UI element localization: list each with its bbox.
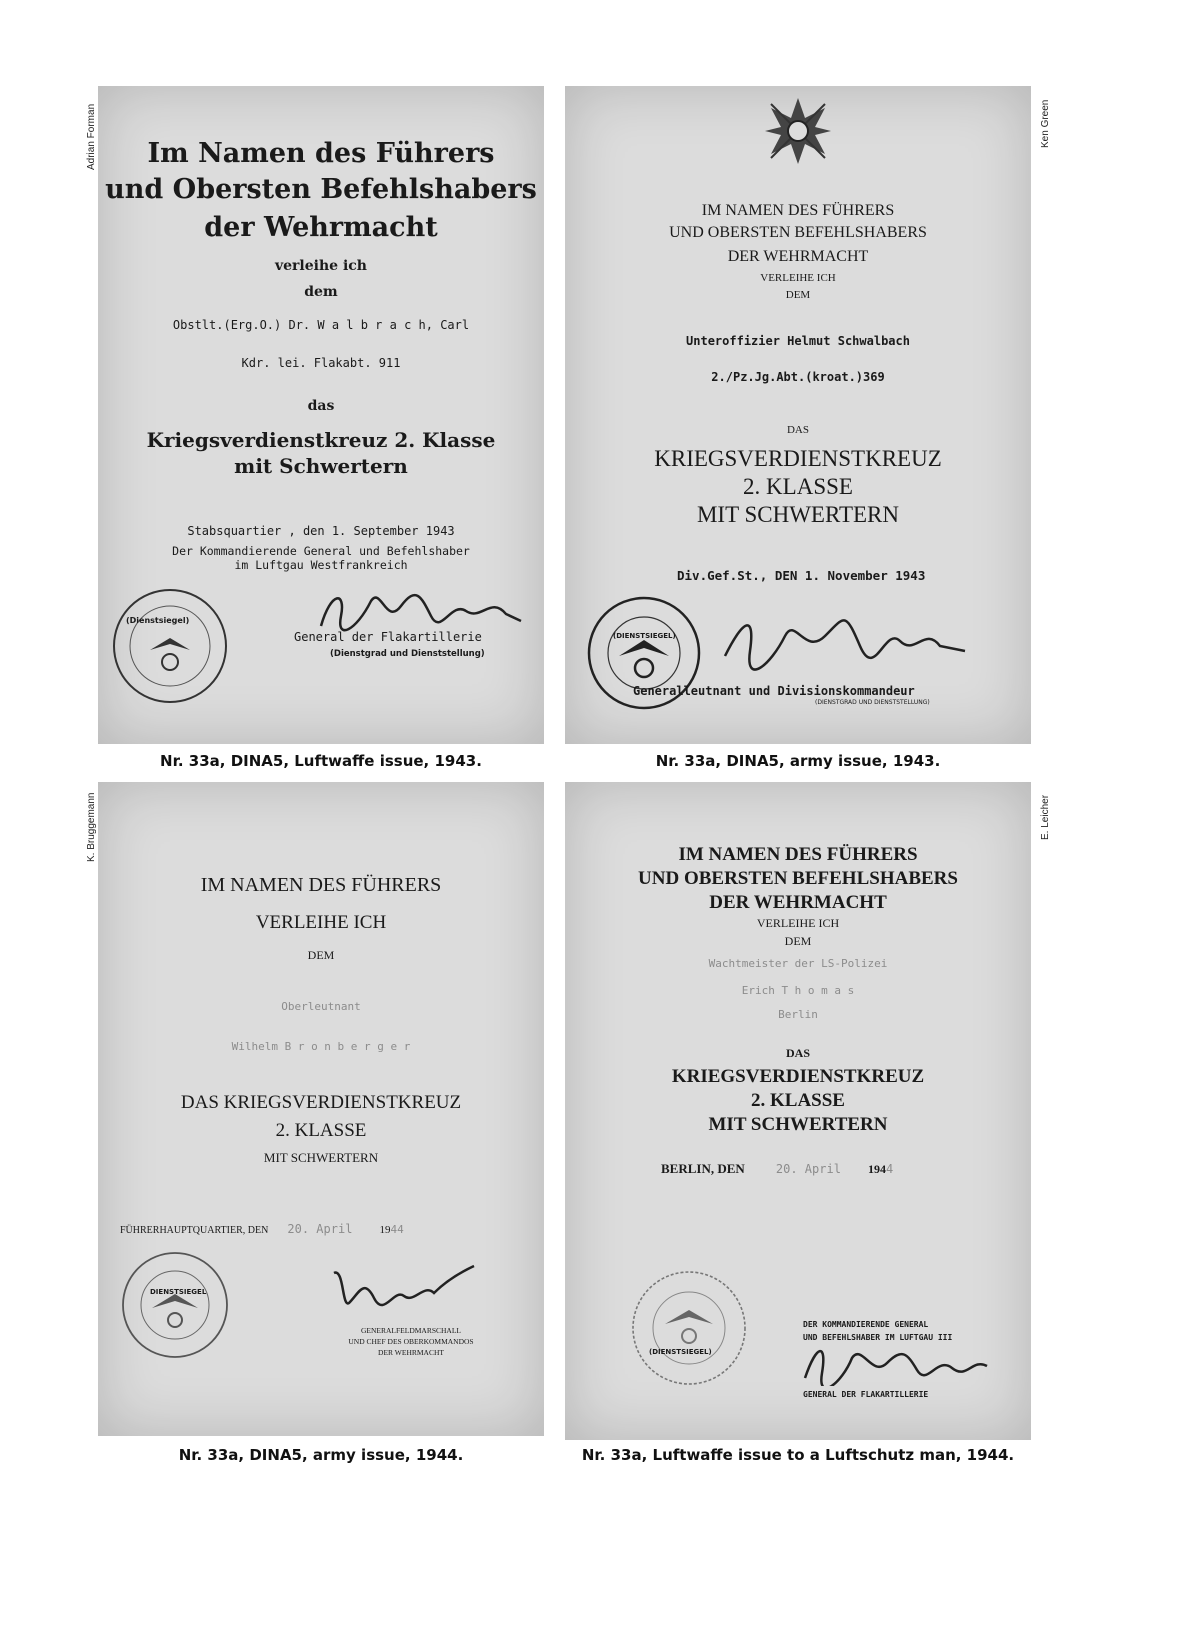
recipient-unit: 2./Pz.Jg.Abt.(kroat.)369 xyxy=(711,370,885,384)
official-seal xyxy=(120,1250,230,1360)
signature xyxy=(324,1258,484,1318)
dem-line: dem xyxy=(304,284,338,300)
signer-title: UND CHEF DES OBERKOMMANDOS xyxy=(348,1337,474,1346)
place-date-row xyxy=(661,1158,893,1177)
recipient-rank: Wachtmeister der LS-Polizei xyxy=(708,957,888,970)
award-line: KRIEGSVERDIENSTKREUZ xyxy=(654,446,942,471)
issuer-line: UND BEFEHLSHABER IM LUFTGAU III xyxy=(803,1333,953,1342)
heading-line: Im Namen des Führers xyxy=(147,138,495,169)
das-line: DAS xyxy=(786,424,809,436)
award-line: MIT SCHWERTERN xyxy=(708,1114,888,1135)
photo-credit: E. Leicher xyxy=(1040,794,1051,840)
seal-label: (Dienstsiegel) xyxy=(126,616,190,625)
place-label: FÜHRERHAUPTQUARTIER, DEN xyxy=(120,1225,269,1236)
caption: Nr. 33a, DINA5, army issue, 1944. xyxy=(178,1446,464,1464)
year-suffix: 44 xyxy=(390,1223,404,1236)
signer-rank-note: (Dienstgrad und Dienststellung) xyxy=(330,649,485,659)
war-merit-cross-icon xyxy=(761,94,835,168)
document-luftschutz-1944 xyxy=(565,782,1031,1440)
das-line: DAS xyxy=(785,1046,810,1060)
place-label: BERLIN, DEN xyxy=(661,1161,745,1176)
signer-rank: General der Flakartillerie xyxy=(294,630,482,644)
recipient-name: Wilhelm B r o n b e r g e r xyxy=(231,1040,411,1053)
verleihe-line: VERLEIHE ICH xyxy=(255,912,387,933)
award-line: Kriegsverdienstkreuz 2. Klasse xyxy=(146,428,496,452)
heading-line: und Obersten Befehlshabers xyxy=(105,174,537,205)
dem-line: DEM xyxy=(784,934,812,948)
verleihe-line: VERLEIHE ICH xyxy=(760,272,836,284)
heading-line: der Wehrmacht xyxy=(204,212,438,243)
caption: Nr. 33a, DINA5, army issue, 1943. xyxy=(655,752,941,770)
heading-line: IM NAMEN DES FÜHRERS xyxy=(200,874,442,896)
year-suffix: 4 xyxy=(886,1162,894,1176)
heading-line: DER WEHRMACHT xyxy=(727,248,869,265)
verleihe-line: verleihe ich xyxy=(275,258,367,274)
heading-line: UND OBERSTEN BEFEHLSHABERS xyxy=(669,224,927,241)
dem-line: DEM xyxy=(785,289,811,301)
signer-rank: Generalleutnant und Divisionskommandeur xyxy=(633,684,915,698)
caption: Nr. 33a, Luftwaffe issue to a Luftschutz man, 1944. xyxy=(581,1446,1015,1464)
year-prefix: 194 xyxy=(868,1162,887,1176)
recipient-name: Erich T h o m a s xyxy=(741,984,855,997)
document-army-1944 xyxy=(98,782,544,1436)
award-line: KRIEGSVERDIENSTKREUZ xyxy=(671,1066,925,1087)
photo-credit: Ken Green xyxy=(1040,99,1051,148)
award-line: MIT SCHWERTERN xyxy=(696,502,899,527)
document-luftwaffe-1943 xyxy=(98,86,544,744)
signer-rank-note: (DIENSTGRAD UND DIENSTSTELLUNG) xyxy=(815,699,930,706)
place-date-row xyxy=(120,1218,404,1237)
award-line: mit Schwertern xyxy=(234,454,408,478)
recipient-city: Berlin xyxy=(778,1008,818,1021)
signer-title: DER WEHRMACHT xyxy=(378,1348,444,1357)
issuer-line: Der Kommandierende General und Befehlshaber xyxy=(172,544,470,558)
award-date: 20. April xyxy=(775,1162,841,1176)
signature xyxy=(797,1338,997,1386)
seal-label: DIENSTSIEGEL xyxy=(150,1288,207,1296)
seal-label: (DIENSTSIEGEL) xyxy=(649,1348,712,1356)
recipient-rank: Oberleutnant xyxy=(281,1000,361,1013)
award-date: 20. April xyxy=(287,1222,353,1236)
photo-credit: Adrian Forman xyxy=(86,103,97,170)
official-seal xyxy=(110,586,230,706)
caption: Nr. 33a, DINA5, Luftwaffe issue, 1943. xyxy=(160,752,482,770)
heading-line: IM NAMEN DES FÜHRERS xyxy=(701,202,895,219)
year-prefix: 19 xyxy=(379,1224,391,1236)
award-line: DAS KRIEGSVERDIENSTKREUZ xyxy=(180,1092,462,1113)
official-seal xyxy=(629,1268,749,1388)
signature xyxy=(316,586,526,636)
award-line: 2. KLASSE xyxy=(743,474,853,499)
heading-line: UND OBERSTEN BEFEHLSHABERS xyxy=(638,868,958,889)
place-date: Div.Gef.St., DEN 1. November 1943 xyxy=(677,568,926,583)
heading-line: DER WEHRMACHT xyxy=(709,892,887,913)
issuer-line: im Luftgau Westfrankreich xyxy=(234,558,408,572)
place-date: Stabsquartier , den 1. September 1943 xyxy=(187,524,455,538)
dem-line: DEM xyxy=(307,948,335,962)
award-line: 2. KLASSE xyxy=(751,1090,845,1111)
award-line: MIT SCHWERTERN xyxy=(263,1150,379,1165)
recipient-name: Obstlt.(Erg.O.) Dr. W a l b r a c h, Carl xyxy=(172,318,470,332)
photo-credit: K. Bruggemann xyxy=(86,792,97,862)
seal-label: (DIENSTSIEGEL) xyxy=(613,632,676,640)
issuer-line: DER KOMMANDIERENDE GENERAL xyxy=(803,1320,929,1329)
recipient-unit: Kdr. lei. Flakabt. 911 xyxy=(241,356,401,370)
signer-title: GENERALFELDMARSCHALL xyxy=(360,1326,461,1335)
verleihe-line: VERLEIHE ICH xyxy=(756,916,840,930)
signature xyxy=(715,606,975,676)
das-line: das xyxy=(307,398,335,414)
heading-line: IM NAMEN DES FÜHRERS xyxy=(678,844,918,865)
signer-rank: GENERAL DER FLAKARTILLERIE xyxy=(803,1390,929,1399)
document-army-1943 xyxy=(565,86,1031,744)
recipient-name: Unteroffizier Helmut Schwalbach xyxy=(686,334,910,348)
award-line: 2. KLASSE xyxy=(275,1120,367,1141)
